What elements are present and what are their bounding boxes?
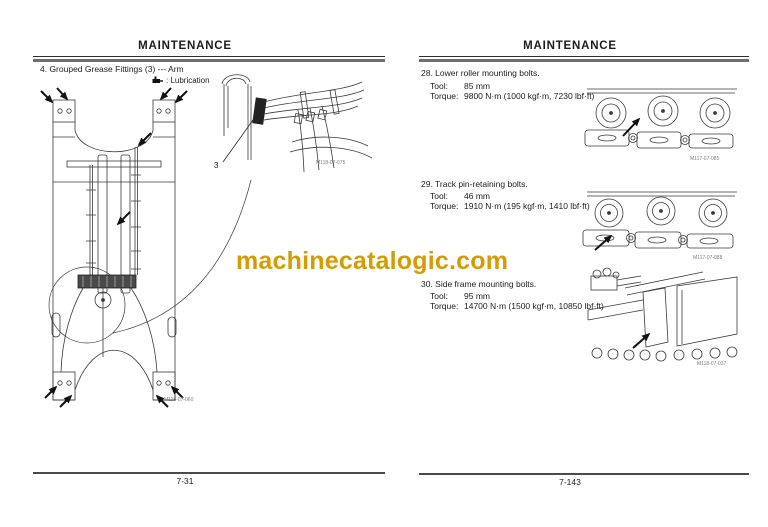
- left-page-number: 7-31: [176, 476, 194, 486]
- tool-value: 46 mm: [464, 191, 490, 201]
- grease-point-arrows: [41, 88, 187, 407]
- torque-label: Torque:: [430, 90, 459, 101]
- bolt-pointer-arrow: [623, 119, 639, 136]
- tool-label: Tool:: [430, 81, 448, 91]
- lubrication-legend: [152, 76, 210, 85]
- track-pin-figure: [583, 188, 741, 254]
- right-footer-rule: [419, 473, 749, 475]
- right-header-rule-thick: [419, 59, 749, 62]
- tool-label: Tool:: [430, 191, 448, 201]
- section-29-spec: [430, 192, 590, 211]
- left-header-rule-thick: [33, 59, 385, 62]
- left-header-rule-thin: [33, 56, 385, 57]
- right-page-header: MAINTENANCE: [523, 40, 617, 52]
- section-28-spec: [430, 82, 594, 101]
- figure-id-28: M117-07-085: [690, 156, 720, 162]
- lower-roller-figure: [583, 84, 741, 156]
- figure-id-29: M117-07-088: [693, 255, 723, 261]
- tool-value: 85 mm: [464, 81, 490, 91]
- section-30-spec: [430, 292, 604, 311]
- torque-value: 1910 N·m (195 kgf·m, 1410 lbf·ft): [464, 200, 590, 211]
- section-30-title: 30. Side frame mounting bolts.: [421, 279, 537, 289]
- grease-block-detail: [252, 97, 267, 124]
- section-29-title: 29. Track pin-retaining bolts.: [421, 179, 528, 189]
- right-page-number: 7-143: [559, 477, 581, 487]
- main-figure-id: M118-07-060: [164, 397, 194, 403]
- torque-label: Torque:: [430, 200, 459, 211]
- left-footer-rule: [33, 472, 385, 474]
- section-28-title: 28. Lower roller mounting bolts.: [421, 68, 540, 78]
- figure-id-30: M118-07-037: [697, 361, 727, 367]
- inset-callout-number: 3: [214, 161, 219, 170]
- grease-hose-detail-inset: [206, 64, 386, 174]
- tool-label: Tool:: [430, 291, 448, 301]
- lubrication-legend-label: : Lubrication: [166, 76, 210, 85]
- grease-gun-icon: [152, 76, 163, 85]
- tool-value: 95 mm: [464, 291, 490, 301]
- torque-value: 14700 N·m (1500 kgf·m, 10850 lbf·ft): [464, 300, 604, 311]
- inset-figure-id: M118-07-075: [316, 160, 346, 166]
- right-header-rule-thin: [419, 56, 749, 57]
- torque-value: 9800 N·m (1000 kgf·m, 7230 lbf·ft): [464, 90, 595, 101]
- left-page-header: MAINTENANCE: [138, 40, 232, 52]
- left-section-title: 4. Grouped Grease Fittings (3) --- Arm: [40, 64, 184, 74]
- bolt-pointer-arrow: [633, 334, 649, 348]
- torque-label: Torque:: [430, 300, 459, 311]
- watermark: machinecatalogic.com: [236, 247, 509, 275]
- bolt-pointer-arrow: [595, 236, 611, 250]
- side-frame-figure: [585, 264, 745, 360]
